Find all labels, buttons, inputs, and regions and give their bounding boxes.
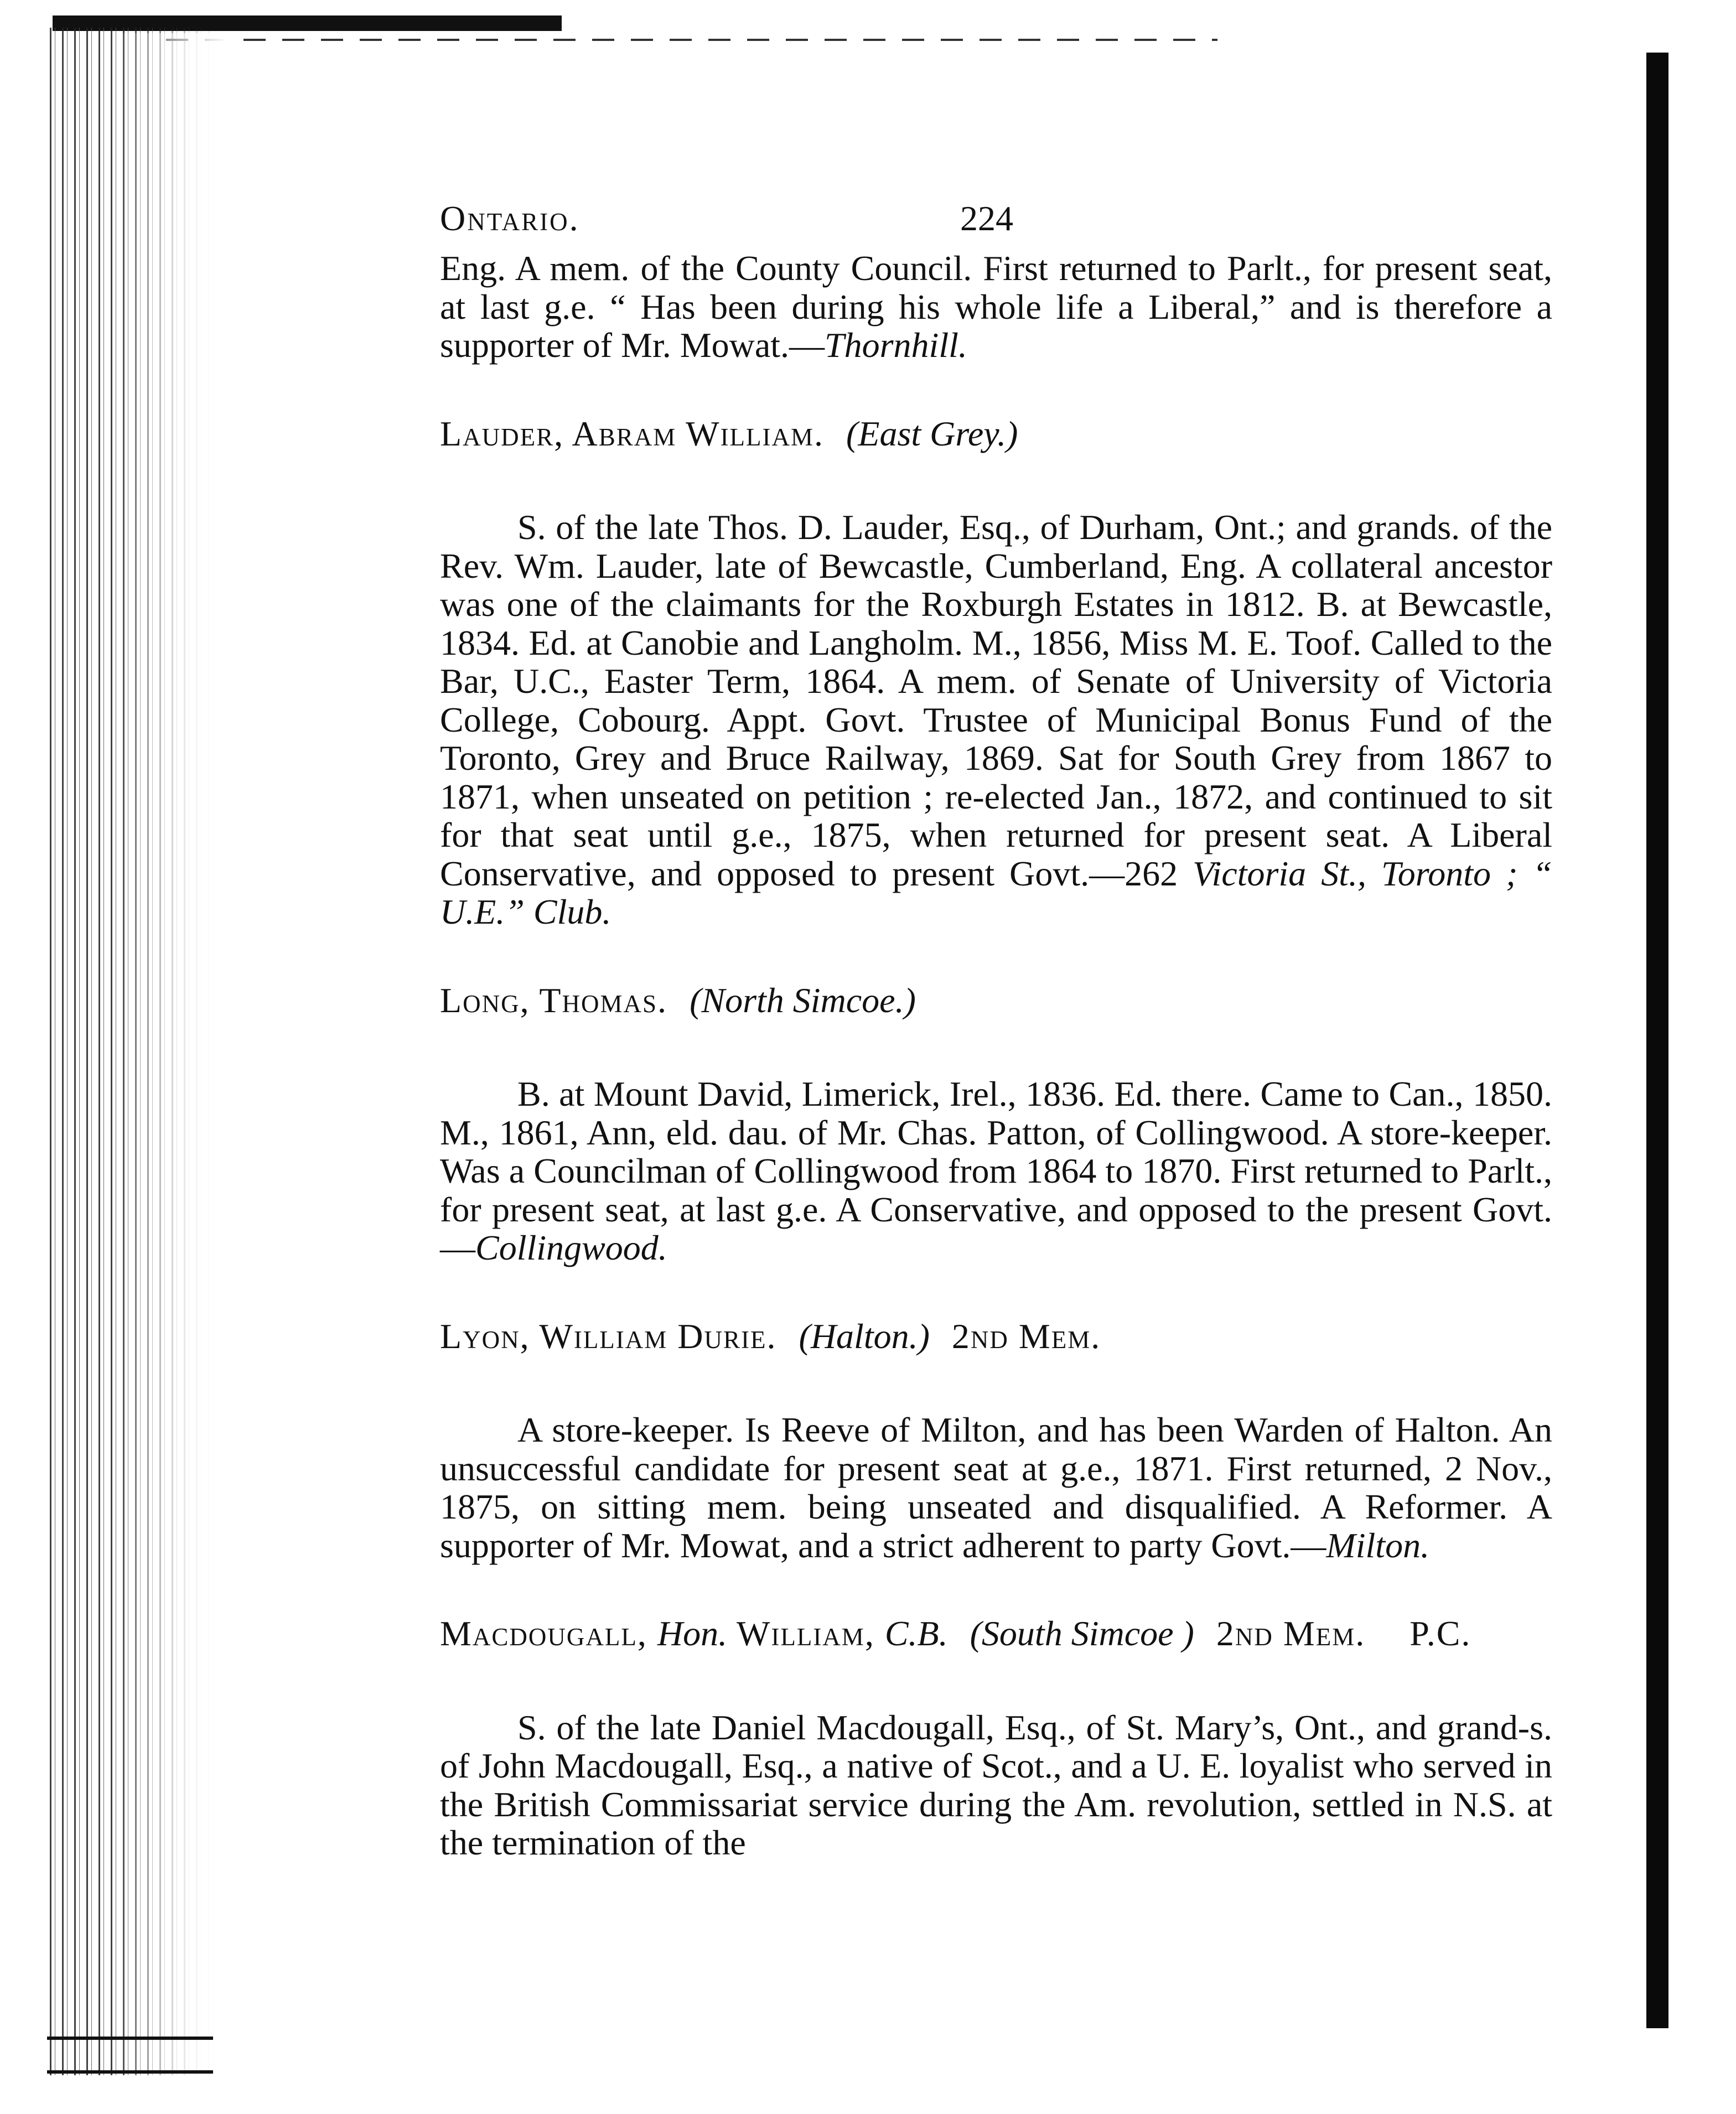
- member-name: Lyon, William Durie.: [440, 1316, 777, 1356]
- scan-border-right: [1646, 53, 1668, 2028]
- entry-body: S. of the late Thos. D. Lauder, Esq., of Durham, Ont.; and grands. of the Rev. Wm. Lauder, late of Bewcastle, Cumberland, Eng. A collateral ancestor was one of the claimants for the Roxburgh Estates in 1812. B. at Bewcastle, 1834. Ed. at Canobie and Langholm. M., 1856, Miss M. E. Toof. Called to the Bar, U.C., Easter Term, 1864. A mem. of Senate of University of Victoria College, Cobourg. Appt. Govt. Trustee of Municipal Bonus Fund of the Toronto, Grey and Bruce Railway, 1869. Sat for South Grey from 1867 to 1871, when unseated on petition ; re-elected Jan., 1872, and continued to sit for that seat until g.e., 1875, when returned for present seat. A Liberal Conservative, and opposed to present Govt.—262 Victoria St., Toronto ; “ U.E.” Club.: [440, 507, 1553, 931]
- constituency: (North Simcoe.): [690, 980, 916, 1020]
- constituency: (East Grey.): [846, 413, 1018, 453]
- entry-body: A store-keeper. Is Reeve of Milton, and has been Warden of Halton. An unsuccessful candidate for present seat at g.e., 1871. First returned, 2 Nov., 1875, on sitting mem. being unseated and disqualified. A Reformer. A supporter of Mr. Mowat, and a strict adherent to party Govt.—Milton.: [440, 1410, 1552, 1565]
- member-name: Long, Thomas.: [440, 980, 668, 1020]
- member-name: Lauder, Abram William.: [440, 413, 825, 453]
- entry-heading: [440, 981, 1552, 1020]
- entry-address: Victoria St., Toronto ; “ U.E.” Club.: [440, 853, 1553, 931]
- entry-address: Thornhill.: [825, 325, 967, 365]
- member-seat: 2nd Mem.: [951, 1316, 1101, 1356]
- page-body: [440, 188, 1552, 1862]
- entry-body: S. of the late Daniel Macdougall, Esq., of St. Mary’s, Ont., and grand-s. of John Macdougall, Esq., a native of Scot., and a U. E. loyalist who served in the British Commissariat service during the Am. revolution, settled in N.S. at the termination of the: [440, 1707, 1552, 1862]
- constituency: (South Simcoe ): [970, 1614, 1194, 1653]
- page-number: 224: [960, 199, 1013, 238]
- entry-body: B. at Mount David, Limerick, Irel., 1836. Ed. there. Came to Can., 1850. M., 1861, Ann, eld. dau. of Mr. Chas. Patton, of Collingwood. A store-keeper. Was a Councilman of Collingwood from 1864 to 1870. First returned to Parlt., for present seat, at last g.e. A Conservative, and opposed to the present Govt.—Collingwood.: [440, 1074, 1552, 1267]
- page-header: [440, 188, 1552, 249]
- constituency: (Halton.): [799, 1316, 930, 1356]
- member-seat: 2nd Mem.: [1216, 1614, 1366, 1653]
- entry-heading: [440, 1614, 1552, 1653]
- book-edge-bottom: [47, 2037, 213, 2074]
- running-head: Ontario.: [440, 199, 580, 238]
- member-name: Macdougall, Hon. William, C.B.: [440, 1614, 948, 1653]
- entry-heading: [440, 1317, 1552, 1356]
- privy-council-mark: P.C.: [1409, 1614, 1471, 1653]
- entry-address: Collingwood.: [475, 1228, 667, 1267]
- entry-address: Milton.: [1326, 1525, 1430, 1565]
- entry-heading: [440, 414, 1552, 453]
- scan-line-top: [166, 39, 1217, 41]
- entry-continuation: Eng. A mem. of the County Council. First returned to Parlt., for present seat, at last g.e. “ Has been during his whole life a Liberal,” and is therefore a supporter of Mr. Mowat.—Thornhill.: [440, 248, 1552, 365]
